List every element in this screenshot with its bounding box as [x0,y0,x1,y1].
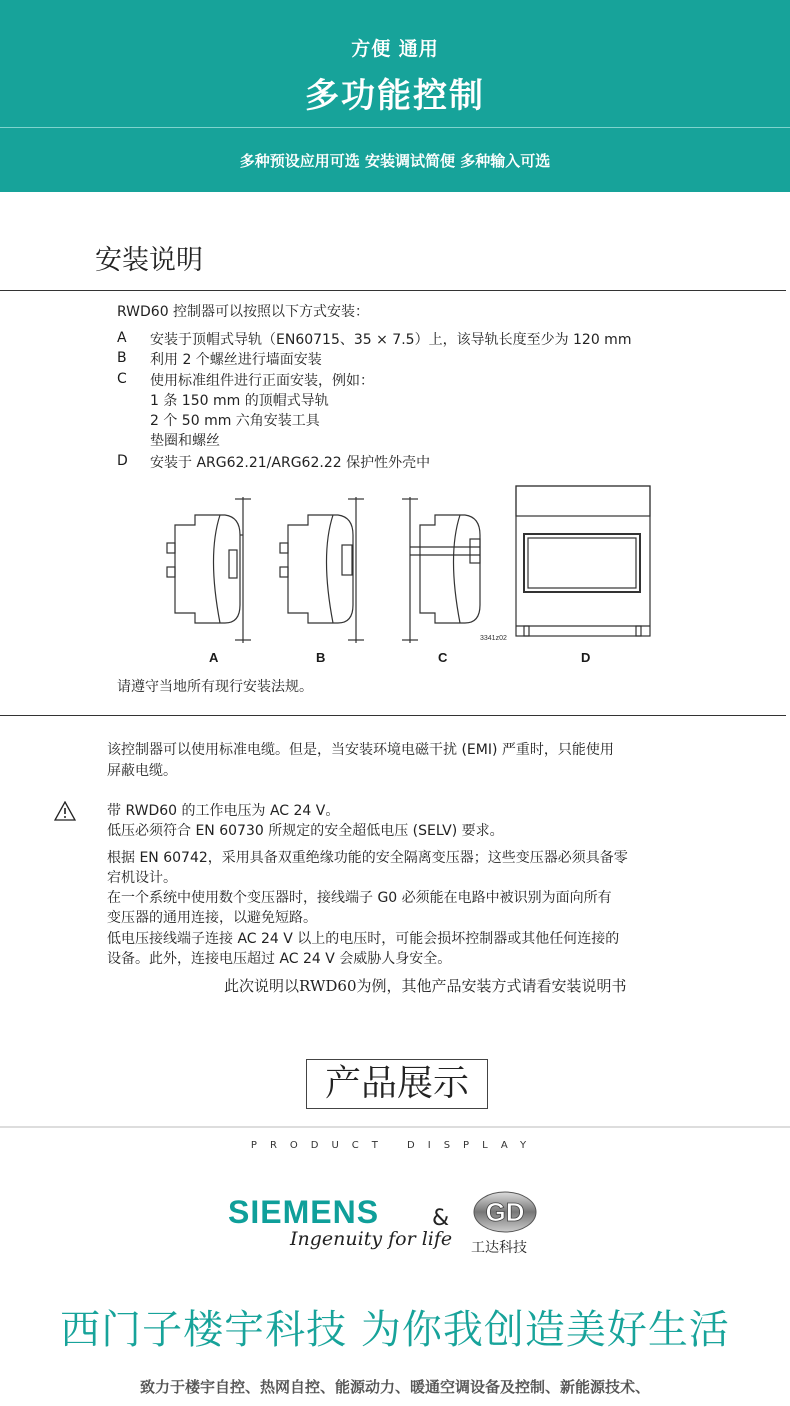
cable-note-1: 该控制器可以使用标准电缆。但是，当安装环境电磁干扰 (EMI) 严重时，只能使用 [107,742,614,758]
detail-line-5: 低电压接线端子连接 AC 24 V 以上的电压时，可能会损坏控制器或其他任何连接的 [107,931,620,947]
siemens-logo: SIEMENS [228,1194,380,1230]
product-display-subtitle: PRODUCT DISPLAY [250,1140,540,1151]
detail-line-2: 宕机设计。 [107,870,177,886]
detail-line-6: 设备。此外，连接电压超过 AC 24 V 会威胁人身安全。 [107,951,452,967]
warning-line-1: 带 RWD60 的工作电压为 AC 24 V。 [107,803,340,819]
install-title: 安装说明 [95,245,203,276]
company-slogan: 西门子楼宇科技 为你我创造美好生活 [60,1307,730,1353]
detail-line-4: 变压器的通用连接，以避免短路。 [107,910,317,926]
top-divider [0,290,786,291]
figure-label-d: D [581,650,591,665]
svg-text:GD: GD [485,1197,525,1227]
warning-icon [54,801,76,821]
figure-label-c: C [438,650,448,665]
item-text-d: 安装于 ARG62.21/ARG62.22 保护性外壳中 [150,455,431,471]
hero-tagline: 多种预设应用可选 安装调试简便 多种输入可选 [239,152,551,170]
warning-line-2: 低压必须符合 EN 60730 所规定的安全超低电压 (SELV) 要求。 [107,823,504,839]
compliance-note: 请遵守当地所有现行安装法规。 [117,679,313,695]
item-label-a: A [117,330,127,346]
detail-line-3: 在一个系统中使用数个变压器时，接线端子 G0 必须能在电路中被识别为面向所有 [107,890,612,906]
hero-divider [0,127,790,128]
device-a [167,497,251,643]
device-d [516,486,650,636]
figure-label-a: A [209,650,219,665]
footer-text: 致力于楼宇自控、热网自控、能源动力、暖通空调设备及控制、新能源技术、 [139,1378,650,1396]
device-b [280,497,364,643]
partner-name: 工达科技 [471,1240,527,1256]
item-text-c2: 2 个 50 mm 六角安装工具 [150,413,320,429]
hero-banner [0,0,790,192]
device-c [402,497,480,643]
figure-code: 3341z02 [480,635,507,642]
item-text-c: 使用标准组件进行正面安装，例如： [150,373,374,389]
hero-subtitle: 方便 通用 [351,38,439,60]
install-intro: RWD60 控制器可以按照以下方式安装： [117,304,370,320]
example-note: 此次说明以RWD60为例，其他产品安装方式请看安装说明书 [224,977,627,995]
detail-line-1: 根据 EN 60742，采用具备双重绝缘功能的安全隔离变压器；这些变压器必须具备零 [107,850,628,866]
ampersand: & [432,1206,450,1231]
gd-logo-icon [472,1190,538,1234]
item-text-b: 利用 2 个螺丝进行墙面安装 [150,352,322,368]
cable-note-2: 屏蔽电缆。 [107,763,177,779]
mounting-diagram [150,480,660,650]
item-label-c: C [117,371,127,387]
product-display-title: 产品展示 [306,1059,488,1109]
figure-label-b: B [316,650,326,665]
item-text-a: 安装于顶帽式导轨（EN60715、35 × 7.5）上，该导轨长度至少为 120 mm [150,332,632,348]
section-divider [0,1126,790,1128]
bottom-divider [0,715,786,716]
item-text-c1: 1 条 150 mm 的顶帽式导轨 [150,393,329,409]
siemens-slogan: Ingenuity for life [290,1228,453,1250]
item-label-b: B [117,350,127,366]
item-label-d: D [117,453,128,469]
item-text-c3: 垫圈和螺丝 [150,433,220,449]
hero-title: 多功能控制 [305,76,485,116]
